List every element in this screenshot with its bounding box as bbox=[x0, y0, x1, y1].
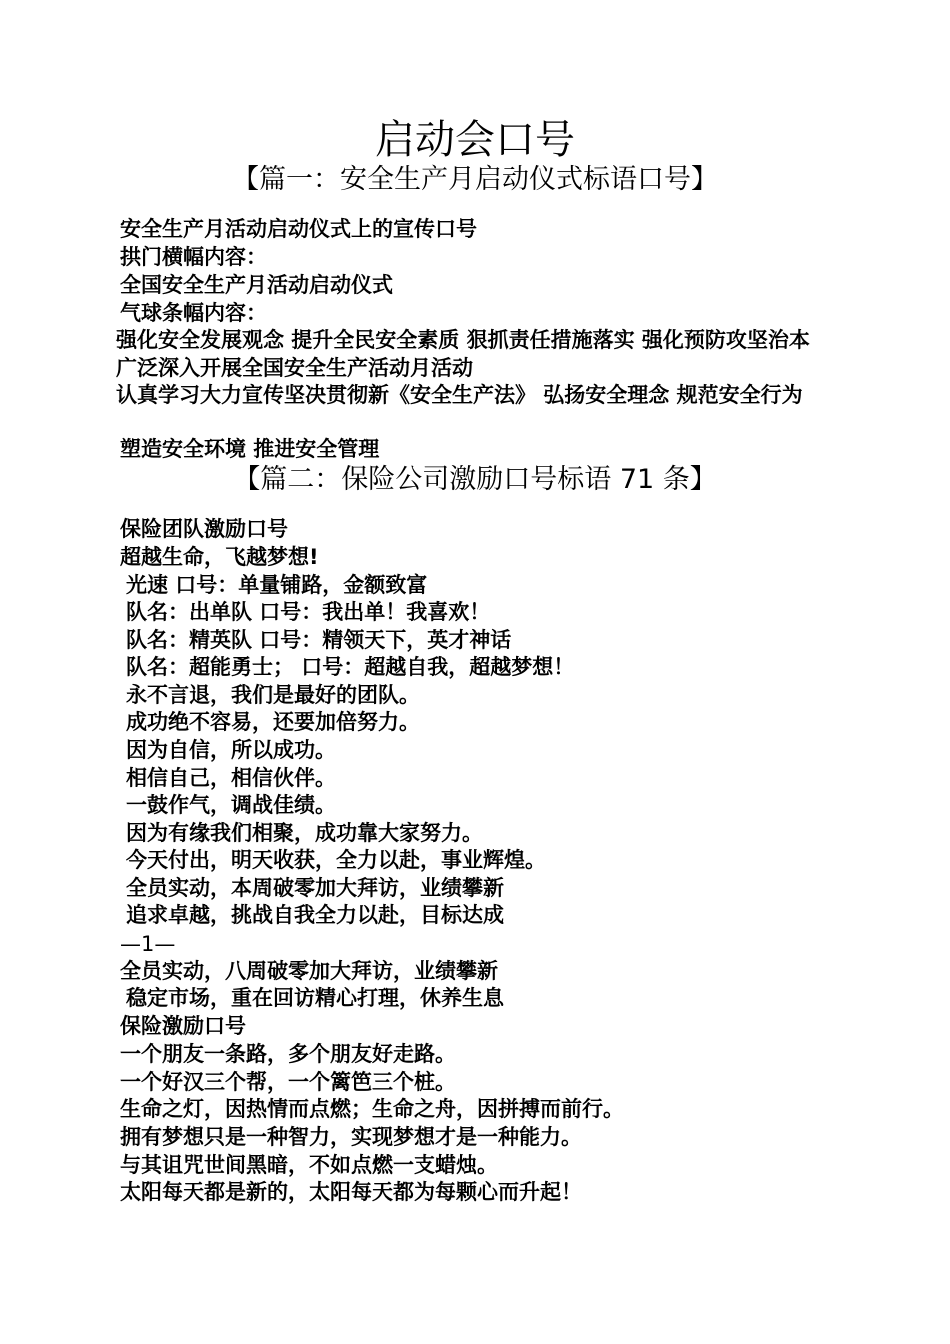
text-paragraph: 认真学习大力宣传坚决贯彻新《安全生产法》 弘扬安全理念 规范安全行为 bbox=[116, 383, 803, 407]
text-line: 因为有缘我们相聚，成功靠大家努力。 bbox=[126, 821, 483, 845]
text-line: 气球条幅内容： bbox=[120, 301, 267, 325]
text-line: 队名：超能勇士； 口号：超越自我，超越梦想！ bbox=[126, 655, 575, 679]
text-line: 超越生命，飞越梦想! bbox=[120, 545, 319, 569]
page-number: —1— bbox=[120, 932, 176, 956]
text-line: 光速 口号：单量铺路，金额致富 bbox=[126, 573, 428, 597]
text-line: 一个朋友一条路，多个朋友好走路。 bbox=[120, 1042, 456, 1066]
text-paragraph: 强化安全发展观念 提升全民安全素质 狠抓责任措施落实 强化预防攻坚治本 广泛深入开展全国安全生产活动月活动 bbox=[116, 328, 810, 380]
text-line: 队名：精英队 口号：精领天下，英才神话 bbox=[126, 628, 512, 652]
text-line: 因为自信，所以成功。 bbox=[126, 738, 336, 762]
text-line: 永不言退，我们是最好的团队。 bbox=[126, 683, 420, 707]
text-line: 今天付出，明天收获，全力以赴，事业辉煌。 bbox=[126, 848, 546, 872]
text-line: 太阳每天都是新的，太阳每天都为每颗心而升起！ bbox=[120, 1180, 582, 1204]
text-line: 全国安全生产月活动启动仪式 bbox=[120, 273, 393, 297]
text-line: 追求卓越，挑战自我全力以赴，目标达成 bbox=[126, 903, 504, 927]
text-line: 拥有梦想只是一种智力，实现梦想才是一种能力。 bbox=[120, 1125, 582, 1149]
text-line: 队名：出单队 口号：我出单！我喜欢！ bbox=[126, 600, 491, 624]
text-line: 相信自己，相信伙伴。 bbox=[126, 766, 336, 790]
text-line: 保险团队激励口号 bbox=[120, 517, 288, 541]
text-line: 与其诅咒世间黑暗，不如点燃一支蜡烛。 bbox=[120, 1153, 498, 1177]
text-line: 保险激励口号 bbox=[120, 1014, 246, 1038]
text-line: 成功绝不容易，还要加倍努力。 bbox=[126, 710, 420, 734]
text-line: 全员实动，八周破零加大拜访，业绩攀新 bbox=[120, 959, 498, 983]
text-line: 安全生产月活动启动仪式上的宣传口号 bbox=[120, 217, 477, 241]
document-title: 启动会口号 bbox=[375, 117, 575, 163]
text-line: 一个好汉三个帮，一个篱笆三个桩。 bbox=[120, 1070, 456, 1094]
text-line: 稳定市场，重在回访精心打理，休养生息 bbox=[126, 986, 504, 1010]
text-line: 一鼓作气，调战佳绩。 bbox=[126, 793, 336, 817]
text-line: 塑造安全环境 推进安全管理 bbox=[120, 437, 380, 461]
text-line: 生命之灯，因热情而点燃；生命之舟，因拼搏而前行。 bbox=[120, 1097, 624, 1121]
text-line: 拱门横幅内容： bbox=[120, 245, 267, 269]
section-heading-1: 【篇一：安全生产月启动仪式标语口号】 bbox=[232, 164, 718, 195]
section-heading-2: 【篇二：保险公司激励口号标语 71 条】 bbox=[233, 464, 717, 495]
text-line: 全员实动，本周破零加大拜访，业绩攀新 bbox=[126, 876, 504, 900]
